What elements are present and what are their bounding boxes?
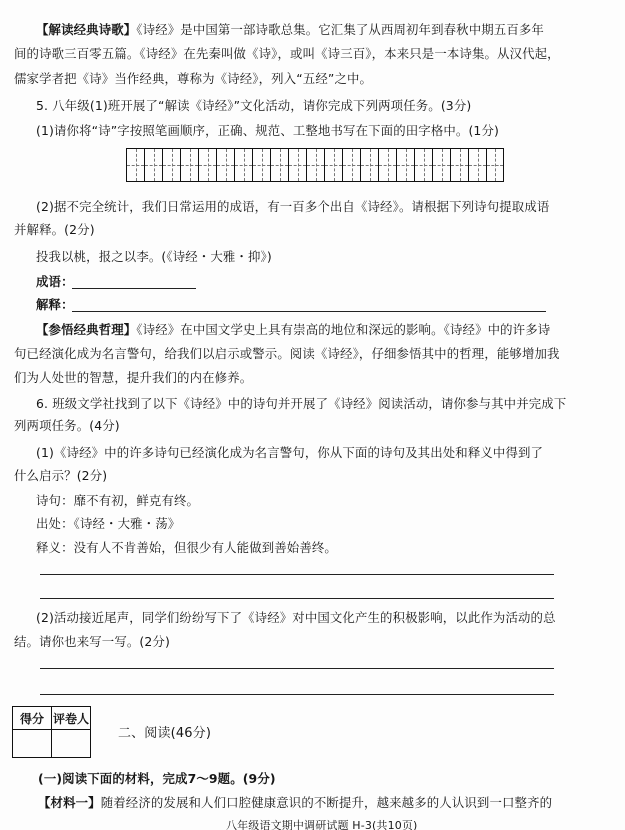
- explain-label: 解释：: [36, 297, 74, 312]
- tian-cell[interactable]: [126, 148, 144, 182]
- explain-answer-line[interactable]: [72, 311, 546, 312]
- philosophy-label: 【参悟经典哲理】: [36, 322, 137, 337]
- philosophy-line-1: 【参悟经典哲理】《诗经》在中国文学史上具有崇高的地位和深远的影响。《诗经》中的许多诗: [36, 322, 551, 337]
- q5-poem: 投我以桃，报之以李。(《诗经・大雅・抑》): [36, 249, 272, 264]
- q6-source: 出处：《诗经・大雅・荡》: [36, 516, 181, 531]
- q5-sub2-line-2: 并解释。(2分): [14, 222, 95, 237]
- tian-cell[interactable]: [360, 148, 378, 182]
- page-footer: 八年级语文期中调研试题 H-3(共10页): [226, 819, 418, 830]
- q6-answer-line-2[interactable]: [40, 598, 554, 599]
- q6-sub1-line-2: 什么启示？(2分): [14, 468, 108, 483]
- q6-stem-line-1: 6. 班级文学社找到了以下《诗经》中的诗句并开展了《诗经》阅读活动，请你参与其中并完成下: [36, 396, 567, 411]
- q6-answer-line-4[interactable]: [40, 694, 554, 695]
- score-cell[interactable]: [13, 730, 52, 758]
- tian-cell[interactable]: [432, 148, 450, 182]
- q6-stem-line-2: 列两项任务。(4分): [14, 418, 120, 433]
- section2-title: 二、阅读(46分): [118, 726, 212, 741]
- q6-sub2-line-2: 结。请你也来写一写。(2分): [14, 634, 170, 649]
- q5-sub2-line-1: (2)据不完全统计，我们日常运用的成语，有一百多个出自《诗经》。请根据下列诗句提取成语: [36, 199, 550, 214]
- tian-cell[interactable]: [486, 148, 504, 182]
- intro-line-1: 【解读经典诗歌】《诗经》是中国第一部诗歌总集。它汇集了从西周初年到春秋中期五百多年: [36, 22, 544, 37]
- idiom-answer-line[interactable]: [72, 288, 196, 289]
- score-label: 得分: [13, 707, 52, 730]
- idiom-label: 成语：: [36, 274, 74, 289]
- tian-cell[interactable]: [306, 148, 324, 182]
- section2-part1: (一)阅读下面的材料，完成7～9题。(9分): [38, 771, 276, 786]
- tian-cell[interactable]: [144, 148, 162, 182]
- intro-line-2: 间的诗歌三百零五篇。《诗经》在先秦叫做《诗》，或叫《诗三百》，本来只是一本诗集。从汉代起，: [14, 46, 560, 61]
- material-line: 【材料一】随着经济的发展和人们口腔健康意识的不断提升，越来越多的人认识到一口整齐的: [38, 795, 553, 810]
- q5-stem: 5. 八年级(1)班开展了“解读《诗经》”文化活动，请你完成下列两项任务。(3分): [36, 98, 472, 113]
- tian-cell[interactable]: [378, 148, 396, 182]
- material-label: 【材料一】: [38, 795, 101, 810]
- intro-label: 【解读经典诗歌】: [36, 22, 137, 37]
- q5-sub1: (1)请你将“诗”字按照笔画顺序，正确、规范、工整地书写在下面的田字格中。(1分): [36, 123, 499, 138]
- tian-cell[interactable]: [288, 148, 306, 182]
- q6-sub1-line-1: (1)《诗经》中的许多诗句已经演化成为名言警句，你从下面的诗句及其出处和释义中得到了: [36, 445, 544, 460]
- score-table: [12, 706, 91, 758]
- tian-cell[interactable]: [396, 148, 414, 182]
- tian-cell[interactable]: [342, 148, 360, 182]
- q6-meaning: 释义：没有人不肯善始，但很少有人能做到善始善终。: [36, 540, 337, 555]
- grader-label: 评卷人: [52, 707, 91, 730]
- tian-cell[interactable]: [270, 148, 288, 182]
- tian-grid[interactable]: [126, 148, 504, 182]
- tian-cell[interactable]: [198, 148, 216, 182]
- philosophy-line-3: 们为人处世的智慧，提升我们的内在修养。: [14, 370, 253, 385]
- tian-cell[interactable]: [468, 148, 486, 182]
- q6-answer-line-1[interactable]: [40, 574, 554, 575]
- tian-cell[interactable]: [450, 148, 468, 182]
- tian-cell[interactable]: [414, 148, 432, 182]
- q6-verse: 诗句：靡不有初，鲜克有终。: [36, 493, 200, 508]
- tian-cell[interactable]: [324, 148, 342, 182]
- tian-cell[interactable]: [252, 148, 270, 182]
- grader-cell[interactable]: [52, 730, 91, 758]
- philosophy-line-2: 句已经演化成为名言警句，给我们以启示或警示。阅读《诗经》，仔细参悟其中的哲理，能够增加我: [14, 346, 560, 361]
- tian-cell[interactable]: [162, 148, 180, 182]
- intro-line-3: 儒家学者把《诗》当作经典，尊称为《诗经》，列入“五经”之中。: [14, 71, 373, 86]
- tian-cell[interactable]: [216, 148, 234, 182]
- q6-answer-line-3[interactable]: [40, 668, 554, 669]
- q6-sub2-line-1: (2)活动接近尾声，同学们纷纷写下了《诗经》对中国文化产生的积极影响，以此作为活动的总: [36, 610, 556, 625]
- tian-cell[interactable]: [180, 148, 198, 182]
- tian-cell[interactable]: [234, 148, 252, 182]
